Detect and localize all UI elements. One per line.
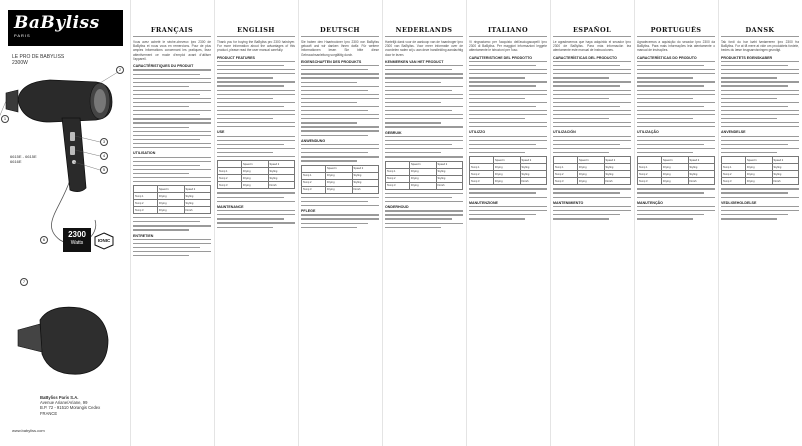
fold-line	[634, 0, 635, 446]
column-espanol	[553, 26, 631, 436]
fold-line	[298, 0, 299, 446]
fold-line	[718, 0, 719, 446]
section-heading: MANTENIMIENTO	[553, 200, 584, 205]
column-title: ITALIANO	[469, 26, 547, 37]
column-title: NEDERLANDS	[385, 26, 463, 37]
column-title: FRANÇAIS	[133, 26, 211, 37]
part-number-icon: 3	[100, 138, 108, 146]
section-heading: UTILIZACIÓN	[553, 130, 576, 135]
company-address	[40, 395, 100, 416]
column-dansk	[721, 26, 799, 436]
settings-table: Speed 1 Speed 2 Temp 1 Drying Styling Temp 2 Drying Styling Temp 3 Drying Finish	[553, 156, 631, 185]
intro-text: Le agradecemos que haya adquirido el secador Ipro 2300 de BaByliss. Para más información lea atentamente este manual de instrucciones.	[553, 40, 631, 53]
brand-sub: PARIS	[14, 33, 31, 38]
column-italiano	[469, 26, 547, 436]
fold-line	[466, 0, 467, 446]
column-title: DEUTSCH	[301, 26, 379, 37]
column-francais	[133, 26, 211, 436]
model-code-line: 6616E	[10, 159, 22, 164]
model-code-line: 6615E - 6615E	[10, 154, 37, 159]
intro-text: Vous avez acheté le sèche-cheveux Ipro 2300 de BaByliss et nous vous en remercions. Pour de plus amples informations concernant les pratiques, lisez attentivement ce mode d'emploi avant d'utiliser l'appareil.	[133, 40, 211, 61]
section-heading: ONDERHOUD	[385, 204, 409, 209]
ionic-label: IONIC	[97, 238, 111, 243]
section-heading: ANWENDUNG	[301, 138, 326, 143]
section-heading: USE	[217, 130, 225, 135]
settings-table: Speed 1 Speed 2 Temp 1 Drying Styling Temp 2 Drying Styling Temp 3 Drying Finish	[469, 156, 547, 185]
section-heading: UTILIZAÇÃO	[637, 130, 659, 135]
product-panel	[0, 0, 128, 446]
section-heading: CARATTERISTICHE DEL PRODOTTO	[469, 55, 533, 60]
column-english	[217, 26, 295, 436]
section-heading: MAINTENANCE	[217, 204, 244, 209]
section-heading: CARACTERÍSTICAS DEL PRODUCTO	[553, 55, 617, 60]
section-heading: VEDLIGEHOLDELSE	[721, 200, 757, 205]
brand-header	[8, 10, 123, 46]
settings-table: Speed 1 Speed 2 Temp 1 Drying Styling Temp 2 Drying Styling Temp 3 Drying Finish	[637, 156, 715, 185]
section-heading: ANVENDELSE	[721, 130, 746, 135]
settings-table: Speed 1 Speed 2 Temp 1 Drying Styling Temp 2 Drying Styling Temp 3 Drying Finish	[721, 156, 799, 185]
section-heading: PRODUCT FEATURES	[217, 55, 255, 60]
website: www.babyliss.com	[12, 428, 45, 433]
column-portugues	[637, 26, 715, 436]
brand-logo: BaByliss	[14, 13, 100, 33]
section-heading: UTILIZZO	[469, 130, 486, 135]
part-number-icon: 2	[116, 66, 124, 74]
section-heading: CARACTERÍSTICAS DO PRODUTO	[637, 55, 697, 60]
column-nederlands	[385, 26, 463, 436]
intro-text: Agradecemos a aquisição do secador Ipro 2300 da BaByliss. Para mais informações leia atentamente o manual de instruções.	[637, 40, 715, 53]
section-heading: EIGENSCHAFTEN DES PRODUKTS	[301, 59, 362, 64]
section-heading: UTILISATION	[133, 151, 156, 156]
section-heading: PFLEGE	[301, 208, 316, 213]
intro-text: Tak fordi du har købt føntørreren Ipro 2300 fra BaByliss. For at få mere at vide om produktets fordele, bedes du læse brugsanvisningen grundigt.	[721, 40, 799, 53]
fold-line	[550, 0, 551, 446]
part-number-icon: 4	[100, 152, 108, 160]
intro-text: Vi ringraziamo per l'acquisto dell'asciugacapelli Ipro 2300 di BaByliss. Per maggiori informazioni leggete attentamente le istruzioni per l'uso.	[469, 40, 547, 53]
column-title: ENGLISH	[217, 26, 295, 37]
section-heading: PRODUKTETS EGENSKABER	[721, 55, 773, 60]
intro-text: Sie haben den Haartrockner Ipro 2300 von BaByliss gekauft und wir danken Ihnen dafür. Für weitere Informationen lesen Sie bitte diese Gebrauchsanleitung sorgfältig durch.	[301, 40, 379, 57]
part-number-icon: 5	[100, 166, 108, 174]
watt-unit: Watts	[70, 240, 84, 246]
company-name: BaByliss Paris S.A.	[40, 395, 79, 400]
section-heading: MANUTENÇÃO	[637, 200, 663, 205]
settings-table: Speed 1 Speed 2 Temp 1 Drying Styling Temp 2 Drying Styling Temp 3 Drying Finish	[385, 161, 463, 190]
fold-line	[214, 0, 215, 446]
intro-text: Thank you for buying the BaByliss pro 2300 hairdryer. For more information about the advantages of this product, please read the user manual carefully.	[217, 40, 295, 53]
settings-table: Speed 1 Speed 2 Temp 1 Drying Styling Temp 2 Drying Styling Temp 3 Drying Finish	[301, 165, 379, 194]
column-title: DANSK	[721, 26, 799, 37]
section-heading: MANUTENZIONE	[469, 200, 498, 205]
column-title: PORTUGUÊS	[637, 26, 715, 37]
address-line: B.P. 72 - 91510 Morangis Cedex	[40, 405, 101, 411]
section-heading: GEBRUIK	[385, 130, 402, 135]
part-number-icon: 6	[40, 236, 48, 244]
model-code	[10, 154, 37, 164]
diffuser-illustration	[10, 300, 120, 380]
product-power: 2300W	[12, 60, 28, 66]
watt-value: 2300	[68, 230, 86, 239]
intro-text: Hartelijk dank voor de aankoop van de haardroger Ipro 2300 van BaByliss. Voor meer informatie over de voordelen raden wij u aan deze handleiding aandachtig door te lezen.	[385, 40, 463, 57]
column-deutsch	[301, 26, 379, 436]
section-heading: ENTRETIEN	[133, 233, 154, 238]
settings-table: Speed 1 Speed 2 Temp 1 Drying Styling Temp 2 Drying Styling Temp 3 Drying Finish	[133, 185, 211, 214]
part-number-icon: 7	[20, 278, 28, 286]
fold-line	[130, 0, 131, 446]
section-heading: CARACTÉRISTIQUES DU PRODUIT	[133, 64, 194, 69]
settings-table: Speed 1 Speed 2 Temp 1 Drying Styling Temp 2 Drying Styling Temp 3 Drying Finish	[217, 160, 295, 189]
address-line: FRANCE	[40, 410, 58, 416]
product-name-line: LE PRO DE BABYLISS	[12, 54, 65, 60]
address-line: Avenue Ariane/Ariane, 99	[40, 400, 88, 406]
part-number-icon: 1	[1, 115, 9, 123]
column-title: ESPAÑOL	[553, 26, 631, 37]
section-heading: KENMERKEN VAN HET PRODUCT	[385, 59, 444, 64]
fold-line	[382, 0, 383, 446]
